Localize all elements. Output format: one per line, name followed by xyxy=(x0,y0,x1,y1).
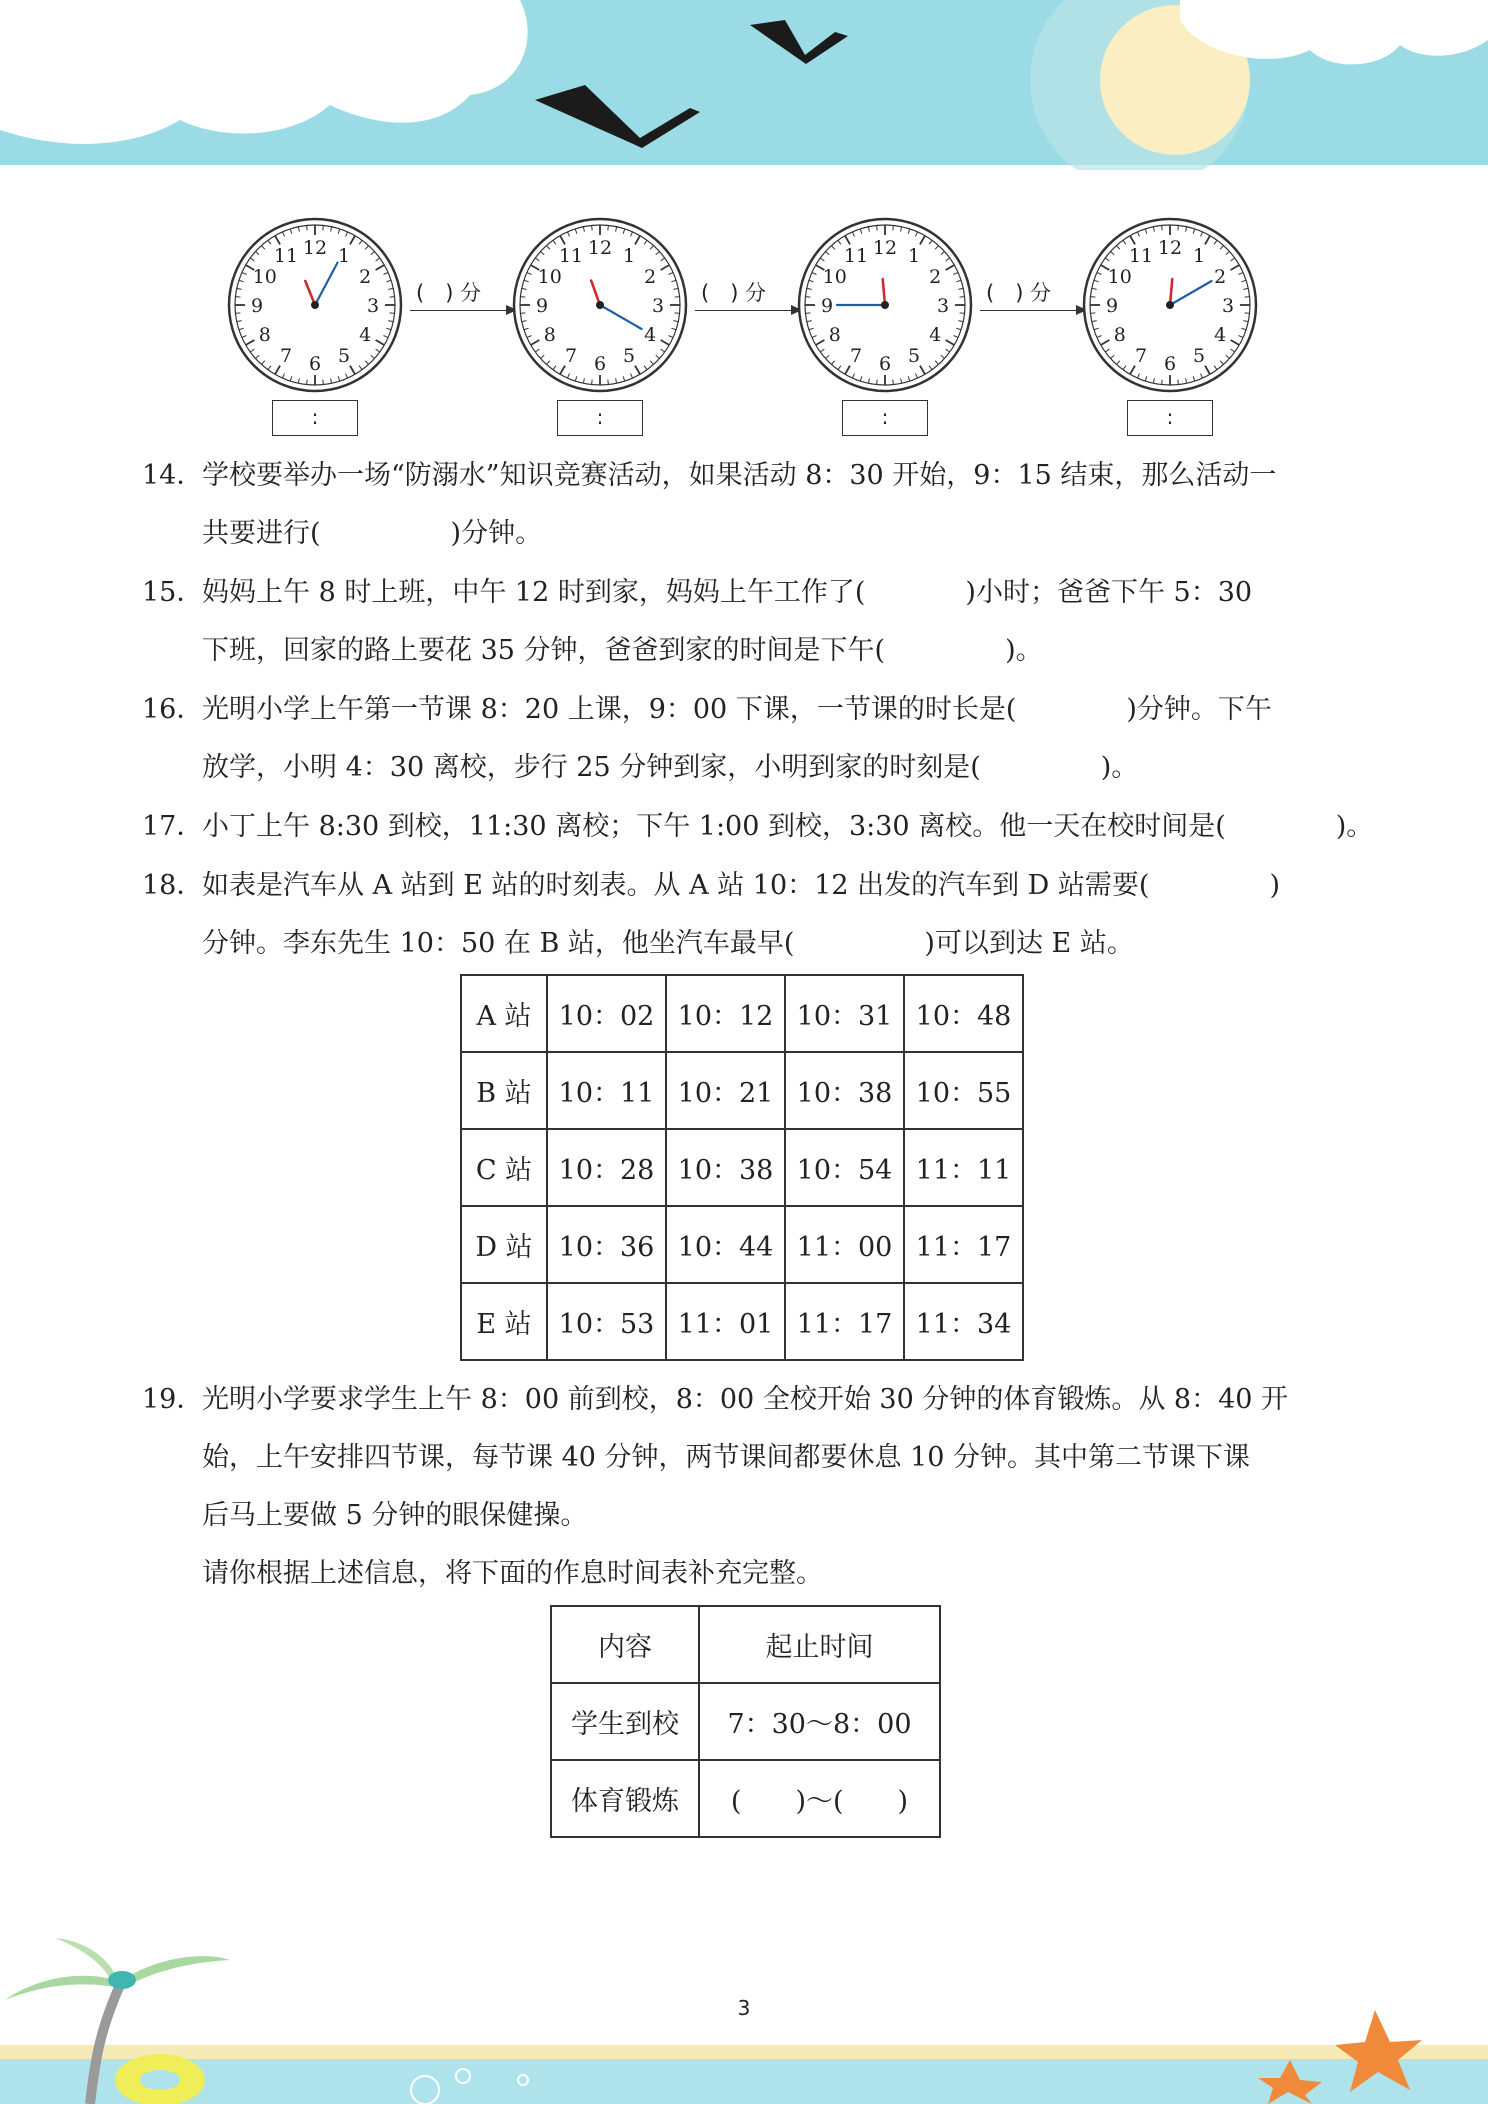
question-text: 光明小学上午第一节课 8：20 上课，9：00 下课，一节课的时长是( xyxy=(202,694,1017,725)
header-content: 内容 xyxy=(551,1606,699,1683)
top-sky-banner xyxy=(0,0,1488,170)
clock-tick xyxy=(520,313,525,314)
arrow-2-minutes-label: ( ) 分 xyxy=(701,281,767,305)
clock-numeral: 11 xyxy=(1128,244,1154,267)
clock-1 xyxy=(225,215,405,395)
clock-tick xyxy=(877,225,878,230)
clock-numeral: 12 xyxy=(587,237,613,259)
station-name-cell: A 站 xyxy=(461,975,547,1052)
question-text: 如表是汽车从 A 站到 E 站的时刻表。从 A 站 10：12 出发的汽车到 D 站需要( xyxy=(202,870,1150,901)
clock-numeral: 8 xyxy=(828,324,841,346)
question-15 xyxy=(142,564,1352,680)
clock-numeral: 2 xyxy=(644,266,657,288)
clock-tick xyxy=(592,380,593,385)
departure-time-cell: 10：38 xyxy=(666,1129,785,1206)
question-text: )分钟。下午 xyxy=(1126,694,1272,725)
clock-numeral: 11 xyxy=(273,244,299,267)
table-row xyxy=(461,1283,1023,1360)
clock-numeral: 2 xyxy=(1214,266,1227,288)
clock-numeral: 5 xyxy=(1192,345,1206,368)
departure-time-cell: 11：00 xyxy=(785,1206,904,1283)
clock-numeral: 8 xyxy=(1113,324,1126,346)
clock-tick xyxy=(520,297,525,298)
clock-numeral: 1 xyxy=(907,244,921,267)
clock-tick xyxy=(1178,225,1179,230)
clock-numeral: 10 xyxy=(1107,266,1132,288)
page-number: 3 xyxy=(737,1996,751,2020)
departure-time-cell: 11：01 xyxy=(666,1283,785,1360)
clock-numeral: 8 xyxy=(258,324,271,346)
departure-time-cell: 10：48 xyxy=(904,975,1023,1052)
clock-numeral: 6 xyxy=(593,353,607,375)
question-18 xyxy=(142,857,1352,973)
clock-numeral: 4 xyxy=(644,324,657,346)
clock-center xyxy=(596,301,604,309)
coconut xyxy=(108,1971,136,1989)
header-time: 起止时间 xyxy=(699,1606,940,1683)
question-text: 分钟。李东先生 10：50 在 B 站，他坐汽车最早( xyxy=(202,928,795,959)
clock-numeral: 7 xyxy=(279,345,293,368)
arrow-3 xyxy=(980,277,1086,317)
question-number: 14． xyxy=(142,460,204,491)
clock-2-time-box[interactable]: : xyxy=(557,400,643,436)
clock-numeral: 9 xyxy=(1105,295,1119,317)
clock-tick xyxy=(608,380,609,385)
clock-numeral: 11 xyxy=(558,244,584,267)
clock-numeral: 2 xyxy=(929,266,942,288)
table-row xyxy=(461,1206,1023,1283)
departure-time-cell: 10：11 xyxy=(547,1052,666,1129)
clock-tick xyxy=(805,313,810,314)
clock-numeral: 11 xyxy=(843,244,869,267)
clock-4-time-box[interactable]: : xyxy=(1127,400,1213,436)
clock-numeral: 4 xyxy=(929,324,942,346)
clock-numeral: 1 xyxy=(622,244,636,267)
question-number: 18． xyxy=(142,870,204,901)
clock-tick xyxy=(877,380,878,385)
clock-tick xyxy=(1245,297,1250,298)
clock-tick xyxy=(960,297,965,298)
table-header-row xyxy=(551,1606,940,1683)
departure-time-cell: 11：34 xyxy=(904,1283,1023,1360)
clock-tick xyxy=(323,380,324,385)
table-row xyxy=(551,1760,940,1837)
station-name-cell: E 站 xyxy=(461,1283,547,1360)
question-14 xyxy=(142,447,1352,563)
clock-numeral: 3 xyxy=(651,295,665,317)
clock-tick xyxy=(1090,297,1095,298)
clock-tick xyxy=(323,225,324,230)
question-instruction: 请你根据上述信息，将下面的作息时间表补充完整。 xyxy=(202,1558,823,1589)
palm-leaf xyxy=(120,1956,230,1988)
station-name-cell: C 站 xyxy=(461,1129,547,1206)
station-name-cell: B 站 xyxy=(461,1052,547,1129)
question-number: 16． xyxy=(142,694,204,725)
clock-numeral: 7 xyxy=(1134,345,1148,368)
bus-timetable xyxy=(460,974,1024,1361)
clock-tick xyxy=(893,380,894,385)
departure-time-cell: 10：53 xyxy=(547,1283,666,1360)
clock-numeral: 12 xyxy=(1157,237,1183,259)
clock-numeral: 7 xyxy=(849,345,863,368)
clock-numeral: 12 xyxy=(872,237,898,259)
sand-strip xyxy=(0,2045,1488,2059)
clock-2 xyxy=(510,215,690,395)
question-text: )小时；爸爸下午 5：30 xyxy=(965,577,1253,608)
arrow-1 xyxy=(410,277,516,317)
clock-numeral: 12 xyxy=(302,237,328,259)
clock-tick xyxy=(592,225,593,230)
departure-time-cell: 10：54 xyxy=(785,1129,904,1206)
question-text: )可以到达 E 站。 xyxy=(924,928,1134,959)
schedule-activity: 体育锻炼 xyxy=(551,1760,699,1837)
clock-numeral: 5 xyxy=(907,345,921,368)
clock-numeral: 6 xyxy=(308,353,322,375)
clock-numeral: 6 xyxy=(1163,353,1177,375)
table-row xyxy=(461,1129,1023,1206)
departure-time-cell: 10：36 xyxy=(547,1206,666,1283)
question-text: )。 xyxy=(1005,635,1043,666)
clock-numeral: 9 xyxy=(250,295,264,317)
clock-center xyxy=(881,301,889,309)
question-text: )分钟。 xyxy=(450,518,543,549)
schedule-activity: 学生到校 xyxy=(551,1683,699,1760)
clock-numeral: 1 xyxy=(1192,244,1206,267)
question-text: 下班，回家的路上要花 35 分钟，爸爸到家的时间是下午( xyxy=(202,635,886,666)
question-text: 学校要举办一场“防溺水”知识竞赛活动，如果活动 8：30 开始，9：15 结束，那么活动一 xyxy=(202,460,1277,491)
departure-time-cell: 11：17 xyxy=(785,1283,904,1360)
question-number: 15． xyxy=(142,577,204,608)
clock-numeral: 5 xyxy=(337,345,351,368)
clock-tick xyxy=(608,225,609,230)
question-17 xyxy=(142,798,1374,856)
clock-tick xyxy=(307,380,308,385)
arrow-2 xyxy=(695,277,801,317)
clock-tick xyxy=(893,225,894,230)
clock-tick xyxy=(1090,313,1095,314)
schedule-time-answer[interactable]: ( )～( ) xyxy=(699,1760,940,1837)
clock-3 xyxy=(795,215,975,395)
clock-tick xyxy=(1178,380,1179,385)
question-19 xyxy=(142,1371,1352,1603)
clock-numeral: 4 xyxy=(359,324,372,346)
clock-tick xyxy=(235,313,240,314)
clock-tick xyxy=(675,313,680,314)
clock-1-time-box[interactable]: : xyxy=(272,400,358,436)
clock-numeral: 10 xyxy=(537,266,562,288)
departure-time-cell: 10：44 xyxy=(666,1206,785,1283)
question-text: )。 xyxy=(1335,811,1374,842)
departure-time-cell: 10：21 xyxy=(666,1052,785,1129)
clock-sequence xyxy=(225,215,1265,445)
clock-4 xyxy=(1080,215,1260,395)
question-text: 始，上午安排四节课，每节课 40 分钟，两节课间都要休息 10 分钟。其中第二节课下课 xyxy=(202,1442,1251,1473)
clock-numeral: 2 xyxy=(359,266,372,288)
schedule-time: 7：30～8：00 xyxy=(699,1683,940,1760)
clock-tick xyxy=(390,297,395,298)
clock-tick xyxy=(1245,313,1250,314)
question-text: 妈妈上午 8 时上班，中午 12 时到家，妈妈上午工作了( xyxy=(202,577,866,608)
clock-tick xyxy=(235,297,240,298)
departure-time-cell: 10：12 xyxy=(666,975,785,1052)
clock-center xyxy=(311,301,319,309)
departure-time-cell: 10：28 xyxy=(547,1129,666,1206)
departure-time-cell: 11：11 xyxy=(904,1129,1023,1206)
clock-numeral: 1 xyxy=(337,244,351,267)
departure-time-cell: 10：02 xyxy=(547,975,666,1052)
question-number: 17． xyxy=(142,811,204,842)
question-text: ) xyxy=(1269,870,1280,901)
clock-tick xyxy=(1162,380,1163,385)
arrow-1-minutes-label: ( ) 分 xyxy=(416,281,482,305)
clock-tick xyxy=(805,297,810,298)
clock-tick xyxy=(675,297,680,298)
clock-numeral: 9 xyxy=(535,295,549,317)
table-row xyxy=(551,1683,940,1760)
question-text: 共要进行( xyxy=(202,518,321,549)
question-number: 19． xyxy=(142,1384,204,1415)
station-name-cell: D 站 xyxy=(461,1206,547,1283)
clock-tick xyxy=(390,313,395,314)
clock-center xyxy=(1166,301,1174,309)
departure-time-cell: 10：31 xyxy=(785,975,904,1052)
clock-numeral: 6 xyxy=(878,353,892,375)
clock-numeral: 5 xyxy=(622,345,636,368)
daily-schedule-table xyxy=(550,1605,941,1838)
arrow-3-minutes-label: ( ) 分 xyxy=(986,281,1052,305)
clock-numeral: 8 xyxy=(543,324,556,346)
clock-numeral: 7 xyxy=(564,345,578,368)
clock-numeral: 10 xyxy=(822,266,847,288)
palm-leaf xyxy=(5,1976,120,2000)
clock-numeral: 3 xyxy=(366,295,380,317)
clock-tick xyxy=(960,313,965,314)
table-row xyxy=(461,1052,1023,1129)
clock-tick xyxy=(307,225,308,230)
clock-numeral: 9 xyxy=(820,295,834,317)
clock-numeral: 10 xyxy=(252,266,277,288)
question-text: )。 xyxy=(1100,752,1139,783)
question-text: 后马上要做 5 分钟的眼保健操。 xyxy=(202,1500,588,1531)
bottom-beach-banner xyxy=(0,1920,1488,2104)
departure-time-cell: 10：55 xyxy=(904,1052,1023,1129)
departure-time-cell: 11：17 xyxy=(904,1206,1023,1283)
departure-time-cell: 10：38 xyxy=(785,1052,904,1129)
question-text: 小丁上午 8:30 到校，11:30 离校；下午 1:00 到校，3:30 离校。他一天在校时间是( xyxy=(202,811,1226,842)
table-row xyxy=(461,975,1023,1052)
question-text: 放学，小明 4：30 离校，步行 25 分钟到家，小明到家的时刻是( xyxy=(202,752,981,783)
clock-numeral: 3 xyxy=(936,295,950,317)
clock-numeral: 4 xyxy=(1214,324,1227,346)
question-16 xyxy=(142,681,1352,797)
clock-numeral: 3 xyxy=(1221,295,1235,317)
question-text: 光明小学要求学生上午 8：00 前到校，8：00 全校开始 30 分钟的体育锻炼。从 8：40 开 xyxy=(202,1384,1289,1415)
clock-3-time-box[interactable]: : xyxy=(842,400,928,436)
clock-tick xyxy=(1162,225,1163,230)
